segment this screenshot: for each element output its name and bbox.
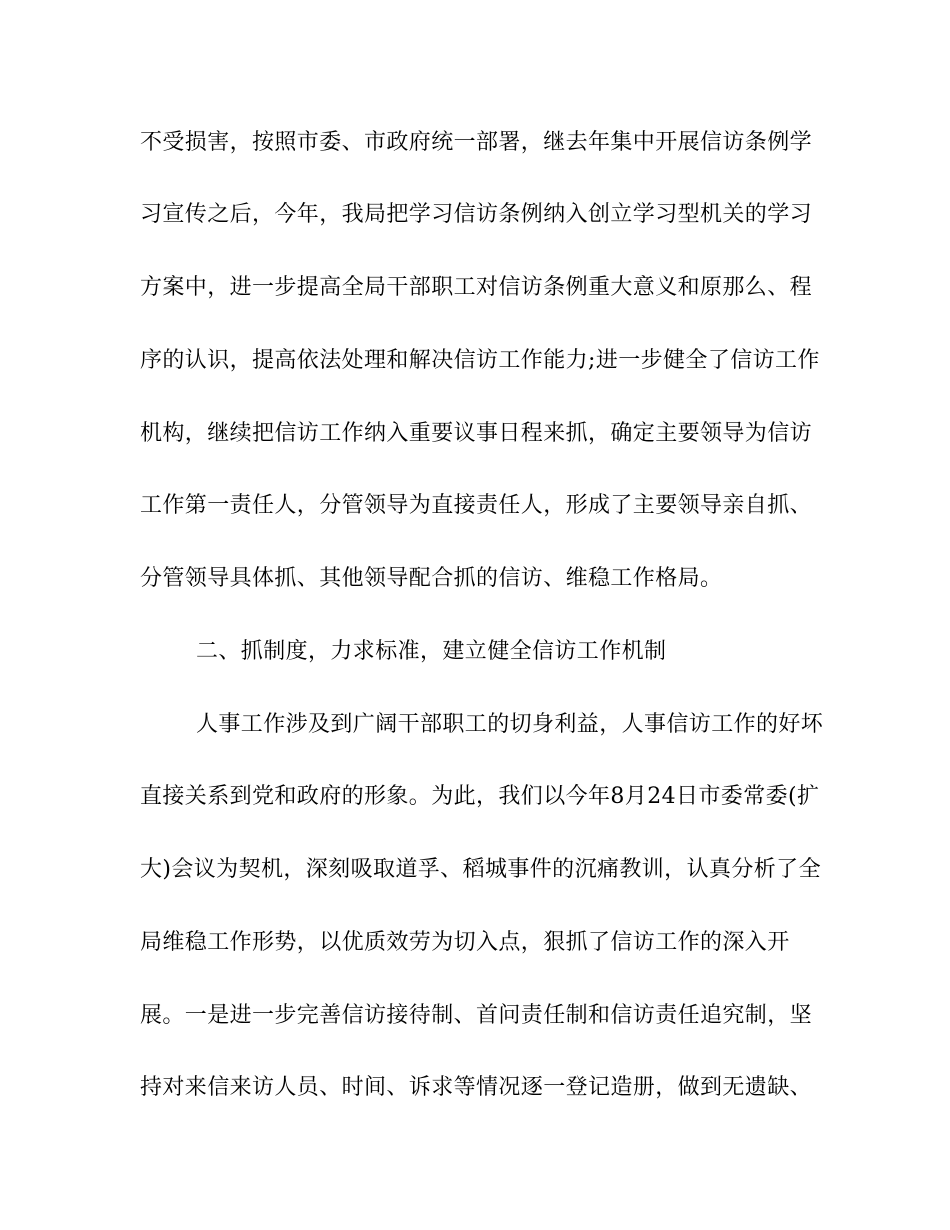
paragraph-line: 序的认识，提高依法处理和解决信访工作能力;进一步健全了信访工作 xyxy=(140,348,820,373)
paragraph-line: 机构，继续把信访工作纳入重要议事日程来抓，确定主要领导为信访 xyxy=(140,421,813,446)
paragraph-line: 分管领导具体抓、其他领导配合抓的信访、维稳工作格局。 xyxy=(140,566,723,591)
paragraph-line: 不受损害，按照市委、市政府统一部署，继去年集中开展信访条例学 xyxy=(140,130,813,155)
paragraph-line: 工作第一责任人，分管领导为直接责任人，形成了主要领导亲自抓、 xyxy=(140,493,813,518)
paragraph-line: 大)会议为契机，深刻吸取道孚、稻城事件的沉痛教训，认真分析了全 xyxy=(140,857,821,882)
paragraph-line: 人事工作涉及到广阔干部职工的切身利益，人事信访工作的好坏 xyxy=(196,712,824,737)
paragraph-line: 习宣传之后，今年，我局把学习信访条例纳入创立学习型机关的学习 xyxy=(140,202,813,227)
paragraph-line: 展。一是进一步完善信访接待制、首问责任制和信访责任追究制，坚 xyxy=(140,1003,813,1028)
paragraph-line: 持对来信来访人员、时间、诉求等情况逐一登记造册，做到无遗缺、 xyxy=(140,1075,813,1100)
paragraph-line: 直接关系到党和政府的形象。为此，我们以今年8月24日市委常委(扩 xyxy=(140,784,820,809)
section-heading: 二、抓制度，力求标准，建立健全信访工作机制 xyxy=(196,639,667,664)
paragraph-line: 方案中，进一步提高全局干部职工对信访条例重大意义和原那么、程 xyxy=(140,275,813,300)
paragraph-line: 局维稳工作形势，以优质效劳为切入点，狠抓了信访工作的深入开 xyxy=(140,930,790,955)
